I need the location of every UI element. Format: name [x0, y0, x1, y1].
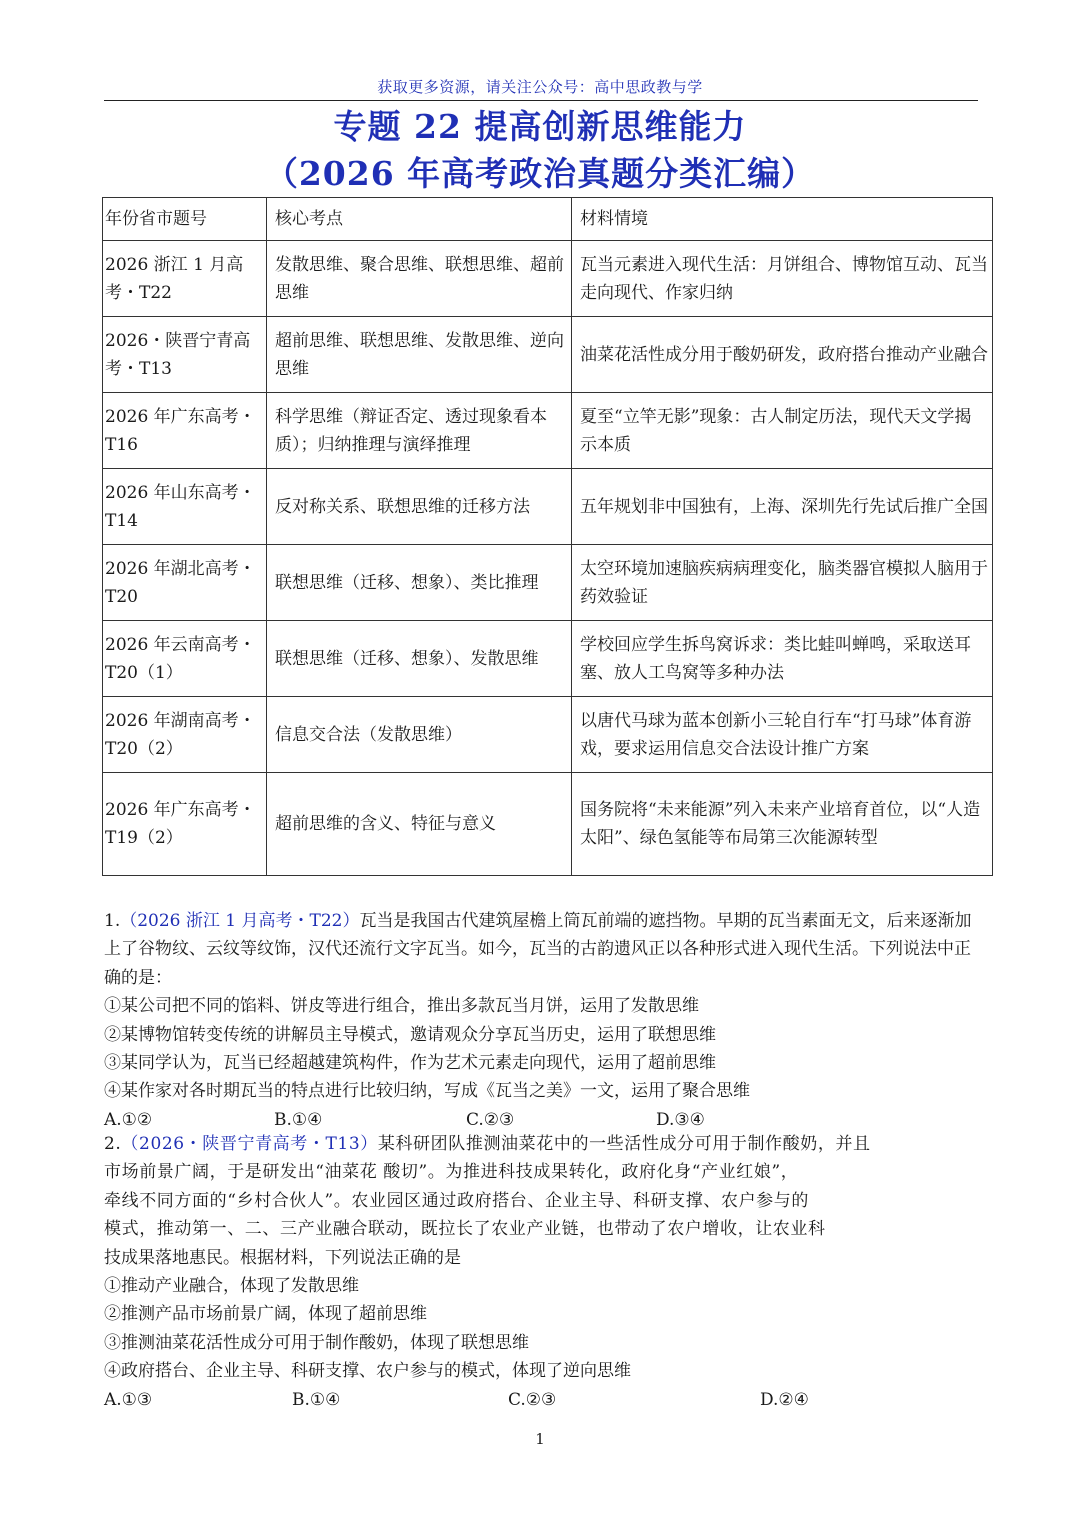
- question-1-item: ③某同学认为，瓦当已经超越建筑构件，作为艺术元素走向现代，运用了超前思维: [104, 1053, 716, 1074]
- question-2-options: [104, 1386, 980, 1414]
- cell-point: 联想思维（迁移、想象）、发散思维: [267, 621, 572, 697]
- option-b: B.①④: [292, 1389, 341, 1410]
- table-row: [103, 545, 993, 621]
- cell-year: 2026 年云南高考・T20（1）: [103, 621, 267, 697]
- question-2-stem-line: 牵线不同方面的“乡村合伙人”。农业园区通过政府搭台、企业主导、科研支撑、农户参与的: [104, 1190, 809, 1211]
- question-2-number: 2.: [104, 1134, 122, 1154]
- question-1-item: ④某作家对各时期瓦当的特点进行比较归纳，写成《瓦当之美》一文，运用了聚合思维: [104, 1081, 750, 1102]
- question-2-item: ②推测产品市场前景广阔，体现了超前思维: [104, 1304, 427, 1325]
- cell-point: 科学思维（辩证否定、透过现象看本质）；归纳推理与演绎推理: [267, 393, 572, 469]
- cell-context: 学校回应学生拆鸟窝诉求：类比蛙叫蝉鸣，采取送耳塞、放人工鸟窝等多种办法: [572, 621, 993, 697]
- cell-context: 夏至“立竿无影”现象：古人制定历法，现代天文学揭示本质: [572, 393, 993, 469]
- cell-point: 联想思维（迁移、想象）、类比推理: [267, 545, 572, 621]
- option-c: C.②③: [466, 1109, 515, 1130]
- cell-year: 2026 年广东高考・T16: [103, 393, 267, 469]
- column-header-context: 材料情境: [572, 198, 993, 241]
- header-divider: [104, 100, 978, 101]
- page-header: 获取更多资源，请关注公众号：高中思政教与学: [377, 78, 703, 96]
- table-row: [103, 773, 993, 876]
- question-2: [104, 1130, 980, 1414]
- cell-context: 五年规划非中国独有，上海、深圳先行先试后推广全国: [572, 469, 993, 545]
- option-d: D.③④: [656, 1109, 705, 1130]
- question-1-item: ①某公司把不同的馅料、饼皮等进行组合，推出多款瓦当月饼，运用了发散思维: [104, 996, 699, 1017]
- question-1-item: ②某博物馆转变传统的讲解员主导模式，邀请观众分享瓦当历史，运用了联想思维: [104, 1024, 716, 1045]
- table-row: [103, 241, 993, 317]
- cell-year: 2026 年广东高考・T19（2）: [103, 773, 267, 876]
- cell-point: 信息交合法（发散思维）: [267, 697, 572, 773]
- question-2-stem-line: 模式，推动第一、二、三产业融合联动，既拉长了农业产业链，也带动了农户增收，让农业科: [104, 1219, 826, 1240]
- question-2-stem-line: [104, 1130, 980, 1158]
- table-header-row: [103, 198, 993, 241]
- cell-context: 油菜花活性成分用于酸奶研发，政府搭台推动产业融合: [572, 317, 993, 393]
- table-row: [103, 317, 993, 393]
- document-title: 专题 22 提高创新思维能力: [333, 107, 747, 146]
- question-2-item: ④政府搭台、企业主导、科研支撑、农户参与的模式，体现了逆向思维: [104, 1361, 631, 1382]
- cell-point: 超前思维、联想思维、发散思维、逆向思维: [267, 317, 572, 393]
- table-row: [103, 697, 993, 773]
- option-c: C.②③: [508, 1389, 557, 1410]
- cell-year: 2026 年湖南高考・T20（2）: [103, 697, 267, 773]
- question-2-item: ③推测油菜花活性成分可用于制作酸奶，体现了联想思维: [104, 1332, 529, 1353]
- question-2-text: 某科研团队推测油菜花中的一些活性成分可用于制作酸奶，并且: [377, 1134, 871, 1154]
- question-1-text: 瓦当是我国古代建筑屋檐上筒瓦前端的遮挡物。早期的瓦当素面无文，后来逐渐加上了谷物纹、云纹等纹饰，汉代还流行文字瓦当。如今，瓦当的古韵遗风正以各种形式进入现代生活。下列说法中正确的是：: [104, 911, 972, 988]
- question-2-item: ①推动产业融合，体现了发散思维: [104, 1276, 359, 1297]
- summary-table: [102, 197, 993, 876]
- cell-year: 2026・陕晋宁青高考・T13: [103, 317, 267, 393]
- cell-point: 超前思维的含义、特征与意义: [267, 773, 572, 876]
- table-row: [103, 621, 993, 697]
- option-a: A.①②: [104, 1109, 153, 1130]
- question-1: [104, 907, 980, 1134]
- cell-context: 太空环境加速脑疾病病理变化，脑类器官模拟人脑用于药效验证: [572, 545, 993, 621]
- cell-year: 2026 年湖北高考・T20: [103, 545, 267, 621]
- cell-context: 国务院将“未来能源”列入未来产业培育首位，以“人造太阳”、绿色氢能等布局第三次能源转型: [572, 773, 993, 876]
- cell-year: 2026 浙江 1 月高考・T22: [103, 241, 267, 317]
- question-1-number: 1.: [104, 911, 121, 931]
- question-2-stem-line: 技成果落地惠民。根据材料，下列说法正确的是: [104, 1247, 461, 1268]
- cell-point: 反对称关系、联想思维的迁移方法: [267, 469, 572, 545]
- question-1-stem: [104, 907, 980, 992]
- cell-point: 发散思维、聚合思维、联想思维、超前思维: [267, 241, 572, 317]
- table-row: [103, 393, 993, 469]
- document-subtitle: （2026 年高考政治真题分类汇编）: [264, 154, 816, 193]
- option-d: D.②④: [760, 1389, 809, 1410]
- question-2-stem-line: 市场前景广阔，于是研发出“油菜花 酸切”。为推进科技成果转化，政府化身“产业红娘”，: [104, 1162, 799, 1183]
- cell-context: 瓦当元素进入现代生活：月饼组合、博物馆互动、瓦当走向现代、作家归纳: [572, 241, 993, 317]
- option-a: A.①③: [104, 1389, 153, 1410]
- option-b: B.①④: [274, 1109, 323, 1130]
- question-2-source-tag: （2026・陕晋宁青高考・T13）: [121, 1134, 378, 1154]
- column-header-point: 核心考点: [267, 198, 572, 241]
- column-header-year: 年份省市题号: [103, 198, 267, 241]
- question-1-source-tag: （2026 浙江 1 月高考・T22）: [120, 911, 360, 931]
- cell-context: 以唐代马球为蓝本创新小三轮自行车“打马球”体育游戏，要求运用信息交合法设计推广方案: [572, 697, 993, 773]
- table-row: [103, 469, 993, 545]
- cell-year: 2026 年山东高考・T14: [103, 469, 267, 545]
- page-number: 1: [535, 1430, 545, 1448]
